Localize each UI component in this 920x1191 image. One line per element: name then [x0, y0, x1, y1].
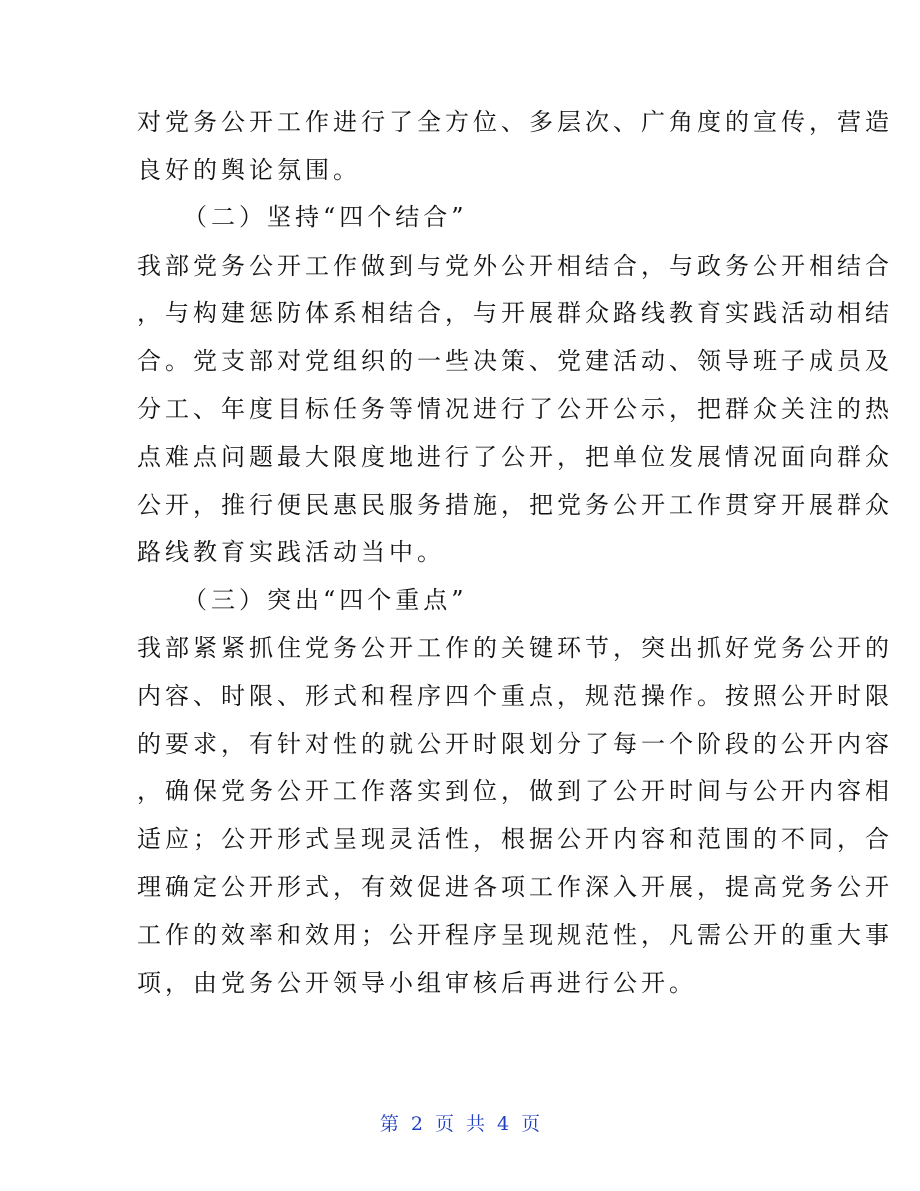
body-line: 路线教育实践活动当中。: [137, 538, 445, 566]
page-number-footer: 第 2 页 共 4 页: [379, 1113, 541, 1135]
body-line: 我部党务公开工作做到与党外公开相结合，与政务公开相结合: [137, 252, 893, 280]
body-line: 我部紧紧抓住党务公开工作的关键环节，突出抓好党务公开的: [137, 634, 893, 662]
body-line: ，确保党务公开工作落实到位，做到了公开时间与公开内容相: [137, 777, 893, 805]
body-line: 项，由党务公开领导小组审核后再进行公开。: [137, 969, 697, 997]
body-line: 良好的舆论氛围。: [137, 156, 361, 184]
body-line: 对党务公开工作进行了全方位、多层次、广角度的宣传，营造: [137, 108, 893, 136]
section-heading-2: （二）坚持“四个结合”: [183, 203, 468, 231]
section-heading-3: （三）突出“四个重点”: [183, 586, 468, 614]
body-line: 点难点问题最大限度地进行了公开，把单位发展情况面向群众: [137, 443, 893, 471]
body-line: 工作的效率和效用；公开程序呈现规范性，凡需公开的重大事: [137, 921, 893, 949]
body-line: 内容、时限、形式和程序四个重点，规范操作。按照公开时限: [137, 682, 893, 710]
body-line: 理确定公开形式，有效促进各项工作深入开展，提高党务公开: [137, 873, 893, 901]
body-line: 的要求，有针对性的就公开时限划分了每一个阶段的公开内容: [137, 730, 893, 758]
body-line: 适应；公开形式呈现灵活性，根据公开内容和范围的不同，合: [137, 825, 893, 853]
body-line: 合。党支部对党组织的一些决策、党建活动、领导班子成员及: [137, 347, 893, 375]
body-line: 分工、年度目标任务等情况进行了公开公示，把群众关注的热: [137, 395, 893, 423]
body-line: 公开，推行便民惠民服务措施，把党务公开工作贯穿开展群众: [137, 491, 893, 519]
body-line: ，与构建惩防体系相结合，与开展群众路线教育实践活动相结: [137, 299, 893, 327]
